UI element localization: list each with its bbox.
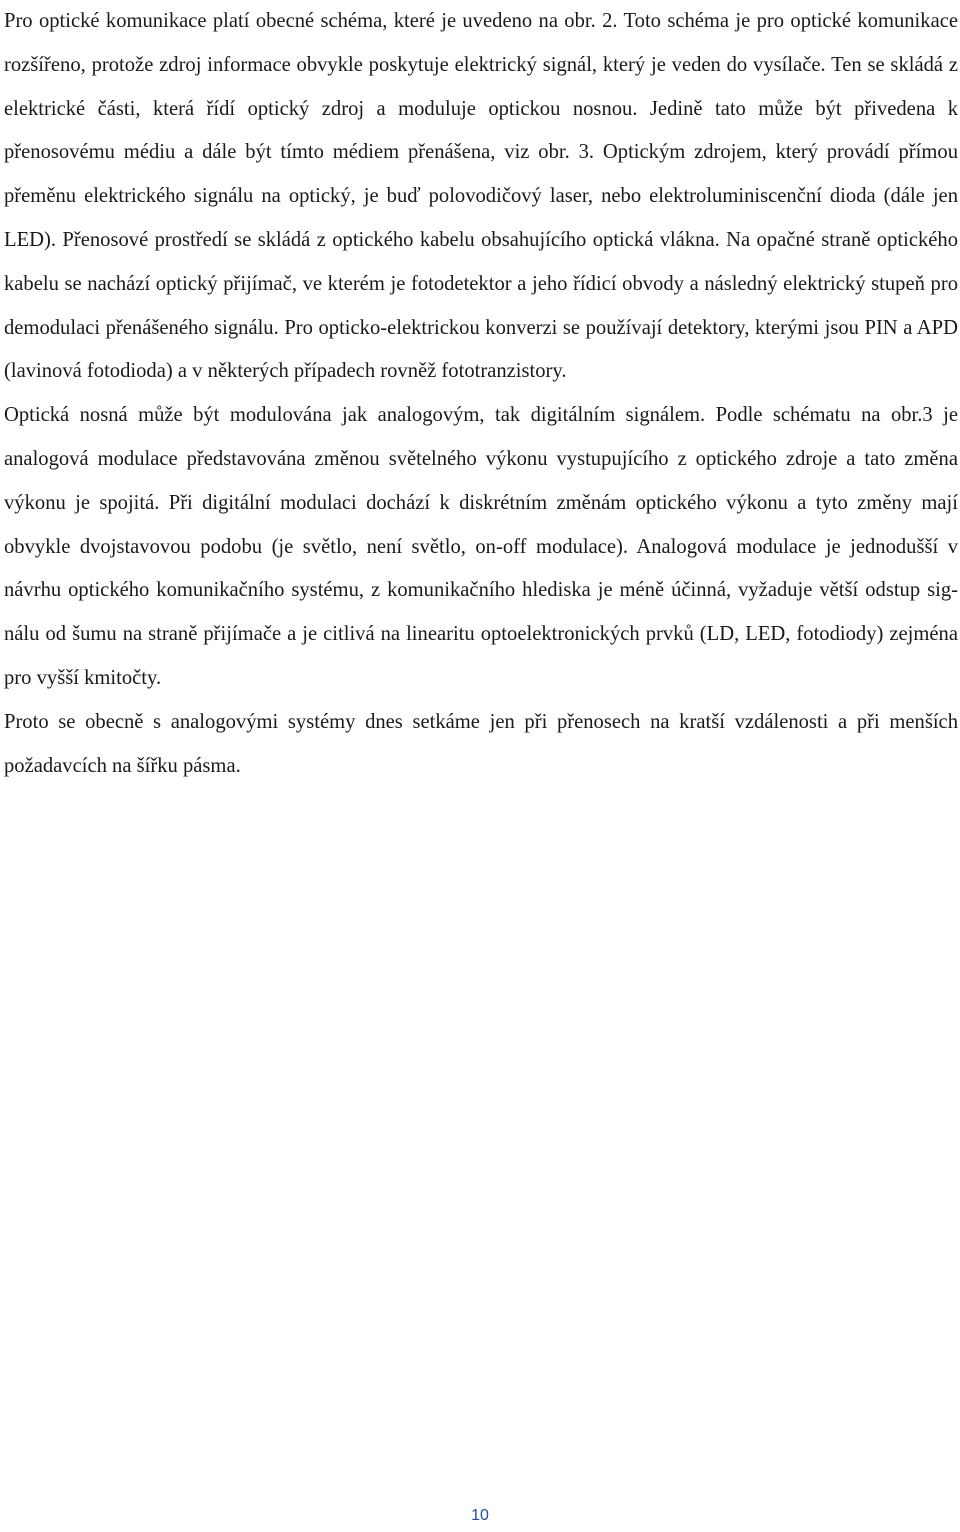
page-number: 10 [471,1507,489,1524]
paragraph-modulation: Optická nosná může být modulována jak analogovým, tak digitálním signálem. Podle schématu na obr.3 je analogová modulace představována změnou světelného výkonu vystupujícího z optického zdroje a tato změna výkonu je spojitá. Při digitální modulaci dochází k diskrétním změnám optického výkonu a tyto změny mají obvykle dvojstavovou podobu (je světlo, není světlo, on-off modulace). Analogová modulace je jednodušší v návrhu optického komunikačního systému, z komunikačního hlediska je méně účinná, vyžaduje větší odstup signálu od šumu na straně přijímače a je citlivá na linearitu optoelektronických prvků (LD, LED, fotodiody) zejména pro vyšší kmitočty. [4,404,958,689]
paragraph-optical-scheme: Pro optické komunikace platí obecné schéma, které je uvedeno na obr. 2. Toto schéma je pro optické komunikace rozšířeno, protože zdroj informace obvykle poskytuje elektrický signál, který je veden do vysílače. Ten se skládá z elektrické části, která řídí optický zdroj a moduluje optickou nosnou. Jedině tato může být přivedena k přenosovému médiu a dále být tímto médiem přenášena, viz obr. 3. Optickým zdrojem, který provádí přímou přeměnu elektrického signálu na optický, je buď polovodičový laser, nebo elektroluminiscenční dioda (dále jen LED). Přenosové prostředí se skládá z optického kabelu obsahujícího optická vlákna. Na opačné straně optického kabelu se nachází optický přijímač, ve kterém je fotodetektor a jeho řídicí obvody a následný elektrický stupeň pro demodulaci přenášeného signálu. Pro opticko-elektrickou konverzi se používají detektory, kterými jsou PIN a APD (lavinová fotodioda) a v některých případech rovněž fototranzistory. [4,10,958,383]
paragraph-analog-systems: Proto se obecně s analogovými systémy dnes setkáme jen při přenosech na kratší vzdálenosti a při menších požadavcích na šířku pásma. [4,710,958,777]
document-page [4,0,958,788]
